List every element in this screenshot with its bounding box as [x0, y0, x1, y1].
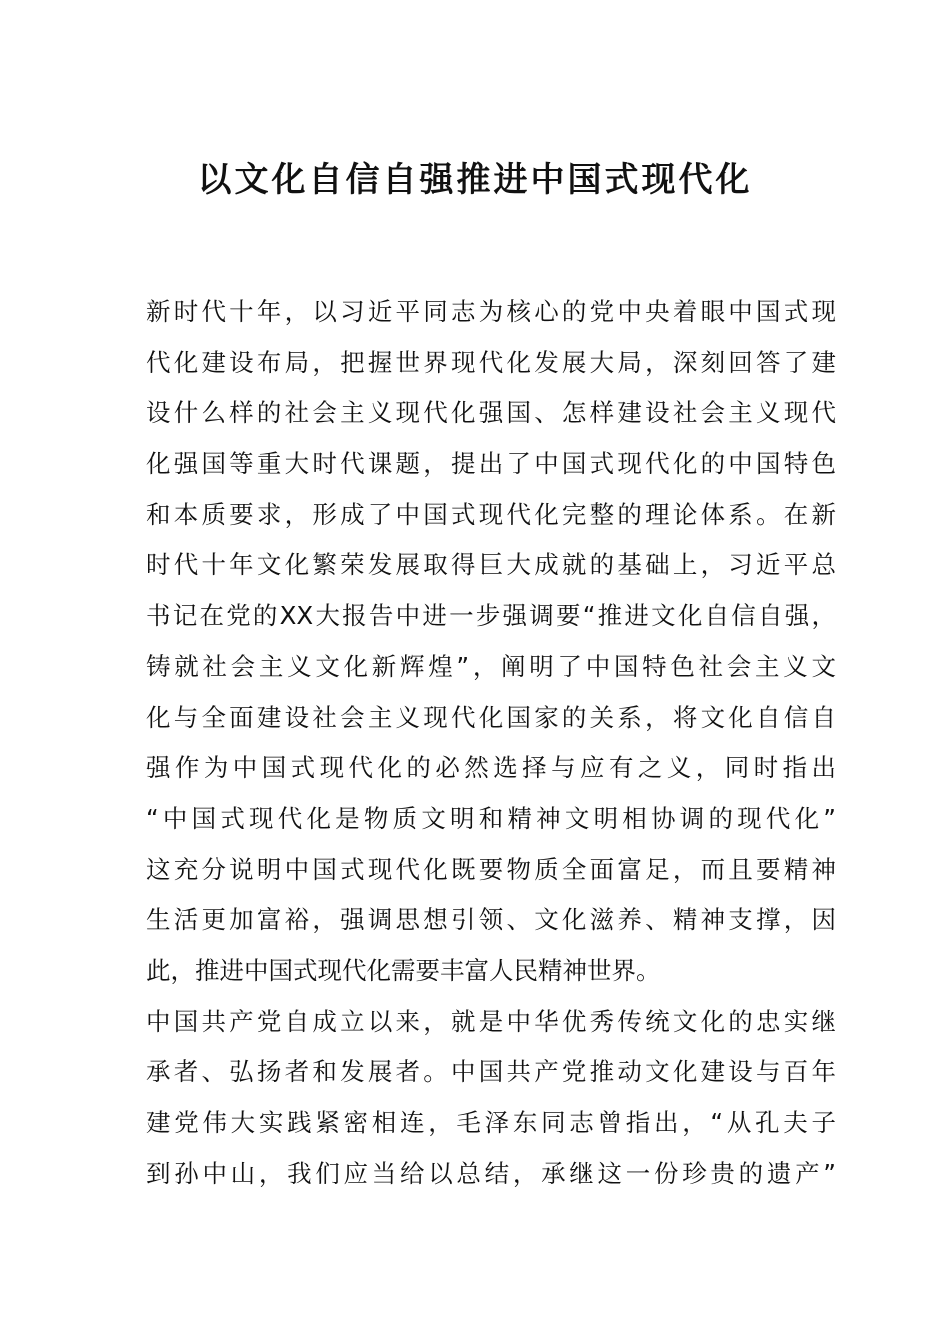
document-body: [146, 287, 836, 1199]
text-line: 生活更加富裕，强调思想引领、文化滋养、精神支撑，因: [146, 905, 836, 935]
text-line: 强作为中国式现代化的必然选择与应有之义，同时指出: [146, 753, 836, 783]
text-line: 承者、弘扬者和发展者。中国共产党推动文化建设与百年: [146, 1057, 836, 1087]
document-title: 以文化自信自强推进中国式现代化: [197, 160, 753, 200]
paragraph-1: [146, 287, 836, 997]
text-line: 这充分说明中国式现代化既要物质全面富足，而且要精神: [146, 854, 836, 884]
text-line: 设什么样的社会主义现代化强国、怎样建设社会主义现代: [146, 398, 836, 428]
text-line: 化强国等重大时代课题，提出了中国式现代化的中国特色: [146, 449, 836, 479]
text-line: 代化建设布局，把握世界现代化发展大局，深刻回答了建: [146, 347, 836, 377]
text-line: 铸就社会主义文化新辉煌”，阐明了中国特色社会主义文: [146, 651, 836, 681]
text-line: 中国共产党自成立以来，就是中华优秀传统文化的忠实继: [146, 1006, 836, 1036]
paragraph-2: [146, 997, 836, 1200]
text-line: 建党伟大实践紧密相连，毛泽东同志曾指出，“从孔夫子: [146, 1108, 836, 1137]
text-line: 化与全面建设社会主义现代化国家的关系，将文化自信自: [146, 702, 836, 732]
text-line: 书记在党的XX大报告中进一步强调要“推进文化自信自强，: [146, 601, 836, 631]
text-line: “中国式现代化是物质文明和精神文明相协调的现代化”: [146, 803, 836, 833]
text-line: 新时代十年，以习近平同志为核心的党中央着眼中国式现: [146, 297, 836, 326]
text-line: 和本质要求，形成了中国式现代化完整的理论体系。在新: [146, 499, 836, 529]
text-line: 到孙中山，我们应当给以总结，承继这一份珍贵的遗产”: [146, 1158, 836, 1188]
text-line: 时代十年文化繁荣发展取得巨大成就的基础上，习近平总: [146, 550, 836, 580]
text-line: 此，推进中国式现代化需要丰富人民精神世界。: [146, 955, 661, 985]
